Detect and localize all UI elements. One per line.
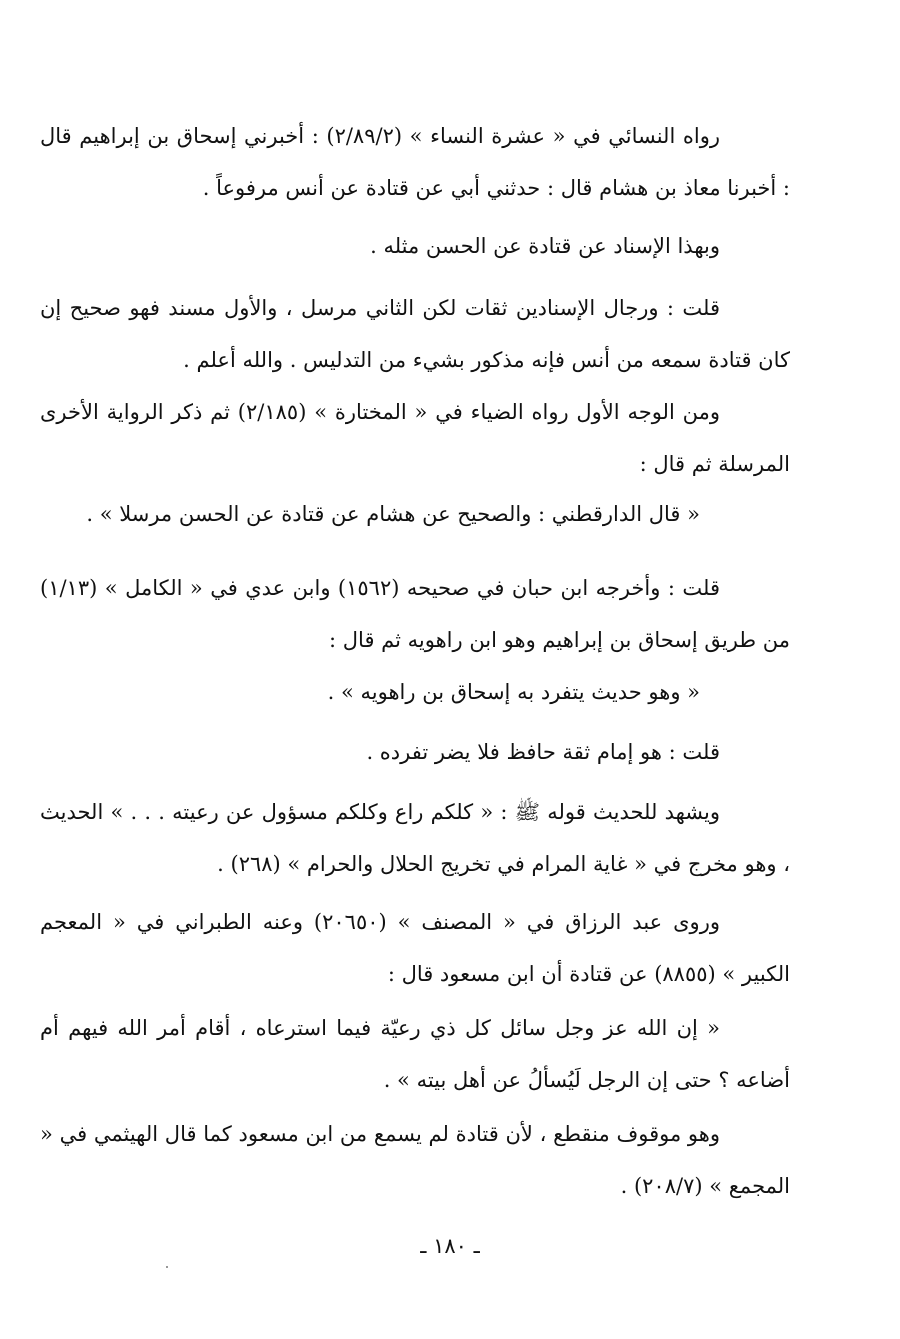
paragraph-nasai-narration: رواه النسائي في « عشرة النساء » (٢/٨٩/٢) : أخبرني إسحاق بن إبراهيم قال : أخبرنا معاذ بن هشام قال : حدثني أبي عن قتادة عن أنس مرفوعاً . [40,124,790,200]
quote-daraqutni: « قال الدارقطني : والصحيح عن هشام عن قتادة عن الحسن مرسلا » . [86,502,700,526]
paragraph-supporting-hadith: ويشهد للحديث قوله ﷺ : « كلكم راع وكلكم مسؤول عن رعيته . . . » الحديث ، وهو مخرج في « غاية المرام في تخريج الحلال والحرام » (٢٦٨) . [40,800,790,876]
paragraph-imam-thiqa: قلت : هو إمام ثقة حافظ فلا يضر تفرده . [366,740,720,764]
quote-ibn-masud: « إن الله عز وجل سائل كل ذي رعيّة فيما استرعاه ، أقام أمر الله فيهم أم أضاعه ؟ حتى إن الرجل لَيُسألُ عن أهل بيته » . [40,1016,790,1092]
scan-speck [166,1266,168,1268]
paragraph-mawquf-munqati: وهو موقوف منقطع ، لأن قتادة لم يسمع من ابن مسعود كما قال الهيثمي في « المجمع » (٢٠٨/٧) . [40,1122,790,1198]
page-number: ـ ١٨٠ ـ [420,1234,480,1258]
paragraph-chain-assessment: قلت : ورجال الإسنادين ثقات لكن الثاني مرسل ، والأول مسند فهو صحيح إن كان قتادة سمعه من أنس فإنه مذكور بشيء من التدليس . والله أعلم . [40,296,790,372]
paragraph-abd-al-razzaq: وروى عبد الرزاق في « المصنف » (٢٠٦٥٠) وعنه الطبراني في « المعجم الكبير » (٨٨٥٥) عن قتادة أن ابن مسعود قال : [40,910,790,986]
paragraph-ibn-hibban: قلت : وأخرجه ابن حبان في صحيحه (١٥٦٢) وابن عدي في « الكامل » (١/١٣) من طريق إسحاق بن إبراهيم وهو ابن راهويه ثم قال : [40,576,790,652]
paragraph-same-chain: وبهذا الإسناد عن قتادة عن الحسن مثله . [370,234,720,258]
paragraph-diya-mukhtara: ومن الوجه الأول رواه الضياء في « المختارة » (٢/١٨٥) ثم ذكر الرواية الأخرى المرسلة ثم قال : [40,400,790,476]
quote-ibn-rahawayh: « وهو حديث يتفرد به إسحاق بن راهويه » . [327,680,700,704]
